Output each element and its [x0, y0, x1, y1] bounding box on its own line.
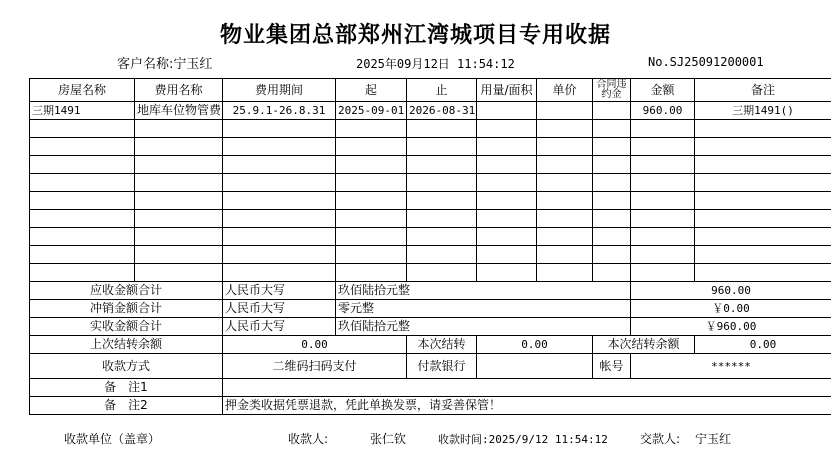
cell-amount: 960.00 — [631, 102, 695, 120]
account-label: 帐号 — [593, 354, 631, 379]
balance-row — [30, 336, 831, 354]
col-price: 单价 — [537, 79, 593, 102]
pay-method-label: 收款方式 — [30, 354, 223, 379]
actual-row — [30, 318, 831, 336]
prev-balance-value: 0.00 — [223, 336, 407, 354]
writeoff-rmb-label: 人民币大写 — [223, 300, 336, 318]
note2-label: 备 注2 — [30, 397, 223, 415]
prev-balance-label: 上次结转余额 — [30, 336, 223, 354]
table-row — [30, 264, 831, 282]
receivable-label: 应收金额合计 — [30, 282, 223, 300]
receipt-title: 物业集团总部郑州江湾城项目专用收据 — [219, 22, 611, 48]
bank-label: 付款银行 — [407, 354, 477, 379]
actual-amount: ￥960.00 — [631, 318, 831, 336]
this-balance-label: 本次结转余额 — [593, 336, 695, 354]
cell-fee: 地库车位物管费 — [135, 102, 223, 120]
col-house: 房屋名称 — [30, 79, 135, 102]
col-remark: 备注 — [695, 79, 831, 102]
table-row — [30, 102, 831, 120]
note1-label: 备 注1 — [30, 379, 223, 397]
payee-name: 张仁钦 — [370, 432, 407, 446]
customer-name: 客户名称:宁玉红 — [117, 57, 213, 72]
actual-words: 玖佰陆拾元整 — [336, 318, 631, 336]
actual-rmb-label: 人民币大写 — [223, 318, 336, 336]
pay-method-value: 二维码扫码支付 — [223, 354, 407, 379]
table-row — [30, 120, 831, 138]
receivable-amount: 960.00 — [631, 282, 831, 300]
col-usage: 用量/面积 — [477, 79, 537, 102]
this-carry-label: 本次结转 — [407, 336, 477, 354]
receipt-time: 收款时间:2025/9/12 11:54:12 — [438, 433, 608, 446]
table-row — [30, 246, 831, 264]
receiving-unit-label: 收款单位（盖章） — [64, 432, 161, 446]
receivable-row — [30, 282, 831, 300]
cell-house: 三期1491 — [30, 102, 135, 120]
writeoff-label: 冲销金额合计 — [30, 300, 223, 318]
receivable-words: 玖佰陆拾元整 — [336, 282, 631, 300]
table-row — [30, 228, 831, 246]
col-period: 费用期间 — [223, 79, 336, 102]
actual-label: 实收金额合计 — [30, 318, 223, 336]
cell-period: 25.9.1-26.8.31 — [223, 102, 336, 120]
writeoff-row — [30, 300, 831, 318]
note2-row — [30, 397, 831, 415]
receivable-rmb-label: 人民币大写 — [223, 282, 336, 300]
account-value: ****** — [631, 354, 831, 379]
cell-start: 2025-09-01 — [336, 102, 407, 120]
payment-row — [30, 354, 831, 379]
receipt-table — [29, 78, 831, 415]
table-header-row — [30, 79, 831, 102]
col-fee: 费用名称 — [135, 79, 223, 102]
writeoff-words: 零元整 — [336, 300, 631, 318]
receipt-datetime: 2025年09月12日 11:54:12 — [356, 57, 515, 71]
payer-name: 宁玉红 — [695, 432, 732, 446]
note2-value: 押金类收据凭票退款，凭此单换发票，请妥善保管！ — [223, 397, 831, 415]
col-start: 起 — [336, 79, 407, 102]
table-row — [30, 138, 831, 156]
payer-label: 交款人: — [640, 432, 681, 446]
writeoff-amount: ￥0.00 — [631, 300, 831, 318]
table-row — [30, 210, 831, 228]
cell-end: 2026-08-31 — [407, 102, 477, 120]
col-amount: 金额 — [631, 79, 695, 102]
table-row — [30, 156, 831, 174]
bank-value — [477, 354, 593, 379]
receipt-number: No.SJ25091200001 — [648, 55, 764, 69]
cell-usage — [477, 102, 537, 120]
cell-penalty — [593, 102, 631, 120]
note1-row — [30, 379, 831, 397]
payee-label: 收款人: — [288, 432, 329, 446]
table-row — [30, 192, 831, 210]
this-carry-value: 0.00 — [477, 336, 593, 354]
note1-value — [223, 379, 831, 397]
cell-price — [537, 102, 593, 120]
this-balance-value: 0.00 — [695, 336, 831, 354]
col-end: 止 — [407, 79, 477, 102]
cell-remark: 三期1491() — [695, 102, 831, 120]
table-row — [30, 174, 831, 192]
col-penalty: 合同违约金 — [593, 79, 631, 102]
